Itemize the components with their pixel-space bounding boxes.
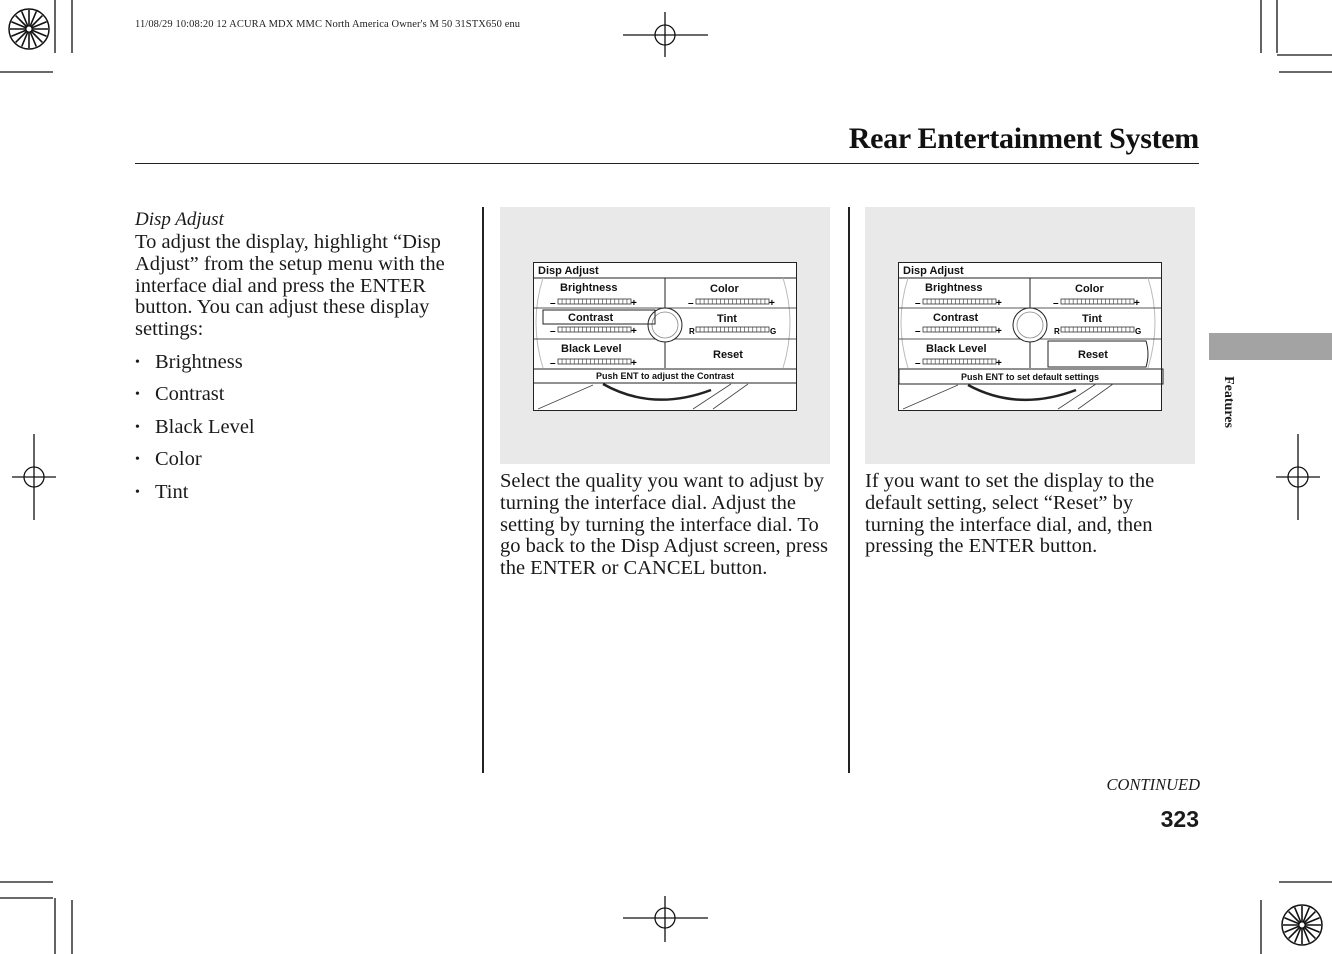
svg-text:+: + [631, 326, 637, 337]
status-text: Push ENT to adjust the Contrast [595, 371, 735, 381]
disp-adjust-screen [533, 262, 797, 411]
tint-label: Tint [717, 313, 737, 325]
black-level-label: Black Level [926, 343, 987, 355]
list-item: • Tint [135, 480, 189, 503]
figure-caption: If you want to set the display to the default setting, select “Reset” by turning the interface dial, and, then pressing the ENTER button. [865, 470, 1155, 558]
svg-text:+: + [996, 298, 1002, 309]
screen-title: Disp Adjust [538, 265, 599, 277]
svg-text:–: – [915, 298, 921, 309]
svg-text:+: + [631, 358, 637, 369]
contrast-label: Contrast [568, 312, 614, 324]
svg-text:+: + [996, 358, 1002, 369]
tint-label: Tint [1082, 313, 1102, 325]
column-divider [482, 207, 484, 773]
list-item: • Color [135, 448, 202, 471]
svg-text:+: + [631, 298, 637, 309]
color-label: Color [710, 283, 739, 295]
svg-text:–: – [550, 358, 556, 369]
svg-text:–: – [550, 326, 556, 337]
intro-paragraph: To adjust the display, highlight “Disp Adjust” from the setup menu with the interface dial and press the ENTER button. You can adjust these display settings: [135, 231, 445, 341]
svg-text:–: – [550, 298, 556, 309]
list-item: • Contrast [135, 383, 225, 406]
status-text: Push ENT to set default settings [960, 372, 1100, 382]
section-heading: Disp Adjust [135, 209, 224, 230]
side-tab [1209, 333, 1332, 360]
title-rule [135, 163, 1199, 164]
contrast-label: Contrast [933, 312, 979, 324]
svg-text:–: – [915, 358, 921, 369]
svg-text:R: R [1054, 327, 1060, 336]
svg-text:–: – [1053, 298, 1059, 309]
list-item: • Brightness [135, 351, 243, 373]
continued-label: CONTINUED [1106, 775, 1200, 794]
print-header: 11/08/29 10:08:20 12 ACURA MDX MMC North America Owner's M 50 31STX650 enu [135, 19, 521, 30]
disp-adjust-screen [898, 262, 1164, 411]
figure-caption: Select the quality you want to adjust by turning the interface dial. Adjust the setting by turning the interface dial. To go back to the Disp Adjust screen, press the ENTER or CANCEL button. [500, 470, 828, 580]
settings-list [135, 350, 255, 512]
svg-text:–: – [915, 326, 921, 337]
color-label: Color [1075, 283, 1104, 295]
svg-text:G: G [1135, 327, 1142, 336]
brightness-label: Brightness [560, 282, 618, 294]
reset-label: Reset [1078, 349, 1108, 361]
page-title: Rear Entertainment System [848, 122, 1199, 155]
svg-text:–: – [688, 298, 694, 309]
svg-text:+: + [769, 298, 775, 309]
page-number: 323 [1160, 806, 1199, 832]
svg-text:+: + [1134, 298, 1140, 309]
black-level-label: Black Level [561, 343, 622, 355]
svg-text:+: + [996, 326, 1002, 337]
column-divider [848, 207, 850, 773]
side-tab-label: Features [1221, 376, 1236, 428]
svg-text:G: G [770, 327, 777, 336]
reset-label: Reset [713, 349, 743, 361]
list-item: • Black Level [135, 415, 255, 438]
svg-text:R: R [689, 327, 695, 336]
brightness-label: Brightness [925, 282, 983, 294]
screen-title: Disp Adjust [903, 265, 964, 277]
